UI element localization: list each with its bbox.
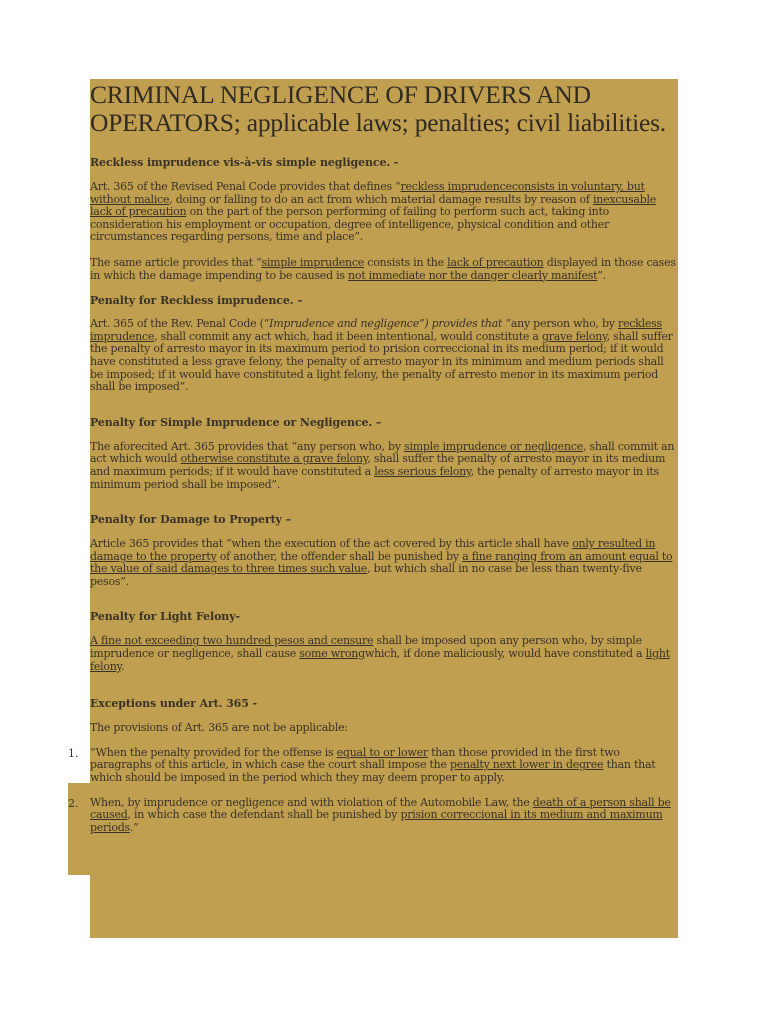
list-item [68,745,676,785]
list-item-text: When, by imprudence or negligence and with violation of the Automobile Law, the death of a person shall be caused, in which case the defendant shall be punished by prision correccional in its medium and maximum periods.” [90,795,671,834]
document-content [68,79,676,834]
section-heading: Penalty for Damage to Property – [90,513,291,527]
paragraph: The provisions of Art. 365 are not be applicable: [90,721,348,735]
list-number: 2. [68,796,79,810]
paragraph: Article 365 provides that “when the execution of the act covered by this article shall have only resulted in damage to the property of another, the offender shall be punished by a fine ranging from an amount equal to the value of said damages to three times such value, but which shall in no case be less than twenty-five pesos”. [90,537,673,588]
list-item [68,795,676,835]
list-number: 1. [68,746,79,760]
paragraph: Art. 365 of the Revised Penal Code provides that defines “reckless imprudenceconsists in voluntary, but without malice, doing or falling to do an act from which material damage results by reason of inexcusable lack of precaution on the part of the person performing of failing to perform such act, taking into consideration his employment or occupation, degree of intelligence, physical condition and other circumstances regarding persons, time and place”. [90,180,657,244]
section-heading: Penalty for Light Felony- [90,610,240,624]
section-heading: Exceptions under Art. 365 - [90,697,257,711]
paragraph: Art. 365 of the Rev. Penal Code (“Imprudence and negligence”) provides that “any person who, by reckless imprudence, shall commit any act which, had it been intentional, would constitute a grave felony, shall suffer the penalty of arresto mayor in its maximum period to prision correccional in its medium period; if it would have constituted a less grave felony, the penalty of arresto mayor in its minimum and medium periods shall be imposed; if it would have constituted a light felony, the penalty of arresto menor in its maximum period shall be imposed”. [90,317,673,394]
paragraph: A fine not exceeding two hundred pesos and censure shall be imposed upon any person who, by simple imprudence or negligence, shall cause some wrongwhich, if done maliciously, would have constituted a light felony. [90,634,670,673]
list-item-text: “When the penalty provided for the offense is equal to or lower than those provided in the first two paragraphs of this article, in which case the court shall impose the penalty next lower in degree than that which should be imposed in the period which they may deem proper to apply. [90,745,656,785]
paragraph: The aforecited Art. 365 provides that “any person who, by simple imprudence or negligence, shall commit an act which would otherwise constitute a grave felony, shall suffer the penalty of arresto mayor in its medium and maximum periods; if it would have constituted a less serious felony, the penalty of arresto mayor in its minimum period shall be imposed”. [90,439,675,491]
paragraph: The same article provides that “simple imprudence consists in the lack of precaution displayed in those cases in which the damage impending to be caused is not immediate nor the danger clearly manifest”. [90,255,676,282]
section-heading: Reckless imprudence vis-à-vis simple negligence. - [90,156,399,169]
section-heading: Penalty for Simple Imprudence or Negligence. – [90,415,382,429]
page-title: CRIMINAL NEGLIGENCE OF DRIVERS AND OPERATORS; applicable laws; penalties; civil liabilities. [90,80,666,137]
section-heading: Penalty for Reckless imprudence. – [90,294,303,308]
